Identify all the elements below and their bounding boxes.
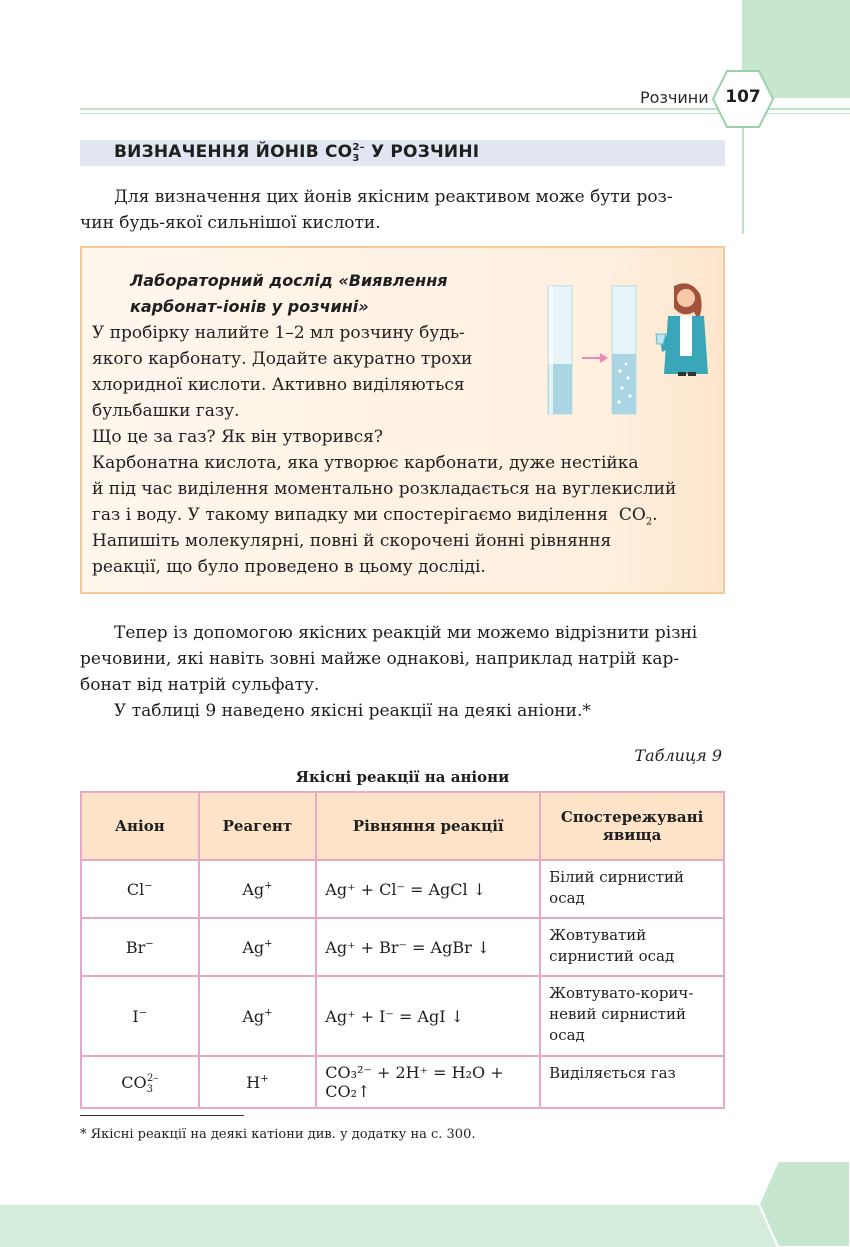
page-number: 107 <box>725 87 761 107</box>
bottom-band <box>0 1205 850 1247</box>
lab-title: Лабораторний дослід «Виявлення карбонат-іонів у розчині» <box>130 271 448 316</box>
lab-paragraph-1: У пробірку налийте 1–2 мл розчину будь- якого карбонату. Додайте акуратно трохи хлоридної кислоти. Активно виділяються бульбашки газу. <box>92 323 473 421</box>
reagent-cell: Ag+ <box>199 918 317 976</box>
corner-hexagon-icon <box>758 1160 850 1247</box>
lab-paragraph-3: Напишіть молекулярні, повні й скорочені йонні рівняння реакції, що було проведено в цьому досліді. <box>92 531 612 577</box>
arrow-icon <box>582 353 608 363</box>
equation-cell: Ag⁺ + I⁻ = AgI ↓ <box>316 976 540 1056</box>
table-row <box>81 976 724 1056</box>
header-observation: Спостережувані явища <box>540 792 724 860</box>
table-row <box>81 1056 724 1108</box>
body-paragraph-2: У таблиці 9 наведено якісні реакції на деякі аніони.* <box>114 701 591 721</box>
lab-question: Що це за газ? Як він утворився? <box>92 427 383 447</box>
test-tube-icon <box>548 286 572 414</box>
margin-rule <box>742 124 744 234</box>
observation-cell: Жовтувато-корич-невий сирнистий осад <box>540 976 724 1056</box>
equation-cell: Ag⁺ + Br⁻ = AgBr ↓ <box>316 918 540 976</box>
reagent-cell: H+ <box>199 1056 317 1108</box>
anion-cell: Br− <box>81 918 199 976</box>
equation-cell: Ag⁺ + Cl⁻ = AgCl ↓ <box>316 860 540 918</box>
reagent-cell: Ag+ <box>199 860 317 918</box>
anion-cell: I− <box>81 976 199 1056</box>
table-row <box>81 860 724 918</box>
section-heading: ВИЗНАЧЕННЯ ЙОНІВ $CO_3^{2-}$ У РОЗЧИНІ <box>114 142 480 165</box>
header-anion: Аніон <box>81 792 199 860</box>
reagent-cell: Ag+ <box>199 976 317 1056</box>
observation-cell: Виділяється газ <box>540 1056 724 1108</box>
header-reagent: Реагент <box>199 792 317 860</box>
table-row <box>81 918 724 976</box>
footnote-rule <box>80 1115 244 1116</box>
anion-cell: $CO_3^{2-}$ <box>81 1056 199 1108</box>
observation-cell: Жовтуватий сирнистий осад <box>540 918 724 976</box>
anion-reactions-table <box>80 791 725 1109</box>
footnote: * Якісні реакції на деякі катіони див. у додатку на с. 300. <box>80 1127 476 1142</box>
anion-cell: Cl− <box>81 860 199 918</box>
observation-cell: Білий сирнистий осад <box>540 860 724 918</box>
intro-paragraph: Для визначення цих йонів якісним реактивом може бути роз- чин будь-якої сильнішої кислоти. <box>80 187 673 233</box>
header-equation: Рівняння реакції <box>316 792 540 860</box>
running-header: Розчини <box>640 88 709 107</box>
lab-paragraph-2: Карбонатна кислота, яка утворює карбонати, дуже нестійка й під час виділення моментально розкладається на вуглекислий газ і воду. У такому випадку ми спостерігаємо виділення $CO_2$. <box>92 453 677 528</box>
table-number: Таблиця 9 <box>634 746 722 765</box>
test-tubes-illustration <box>540 276 720 422</box>
test-tube-bubbles-icon <box>612 286 636 414</box>
table-title: Якісні реакції на аніони <box>295 768 510 786</box>
body-paragraph-1: Тепер із допомогою якісних реакцій ми можемо відрізнити різні речовини, які навіть зовні майже однакові, наприклад натрій кар- бонат від натрій сульфату. <box>80 623 698 695</box>
scientist-icon <box>656 283 708 376</box>
equation-cell: CO₃²⁻ + 2H⁺ = H₂O + CO₂↑ <box>316 1056 540 1108</box>
table-header-row <box>81 792 724 860</box>
